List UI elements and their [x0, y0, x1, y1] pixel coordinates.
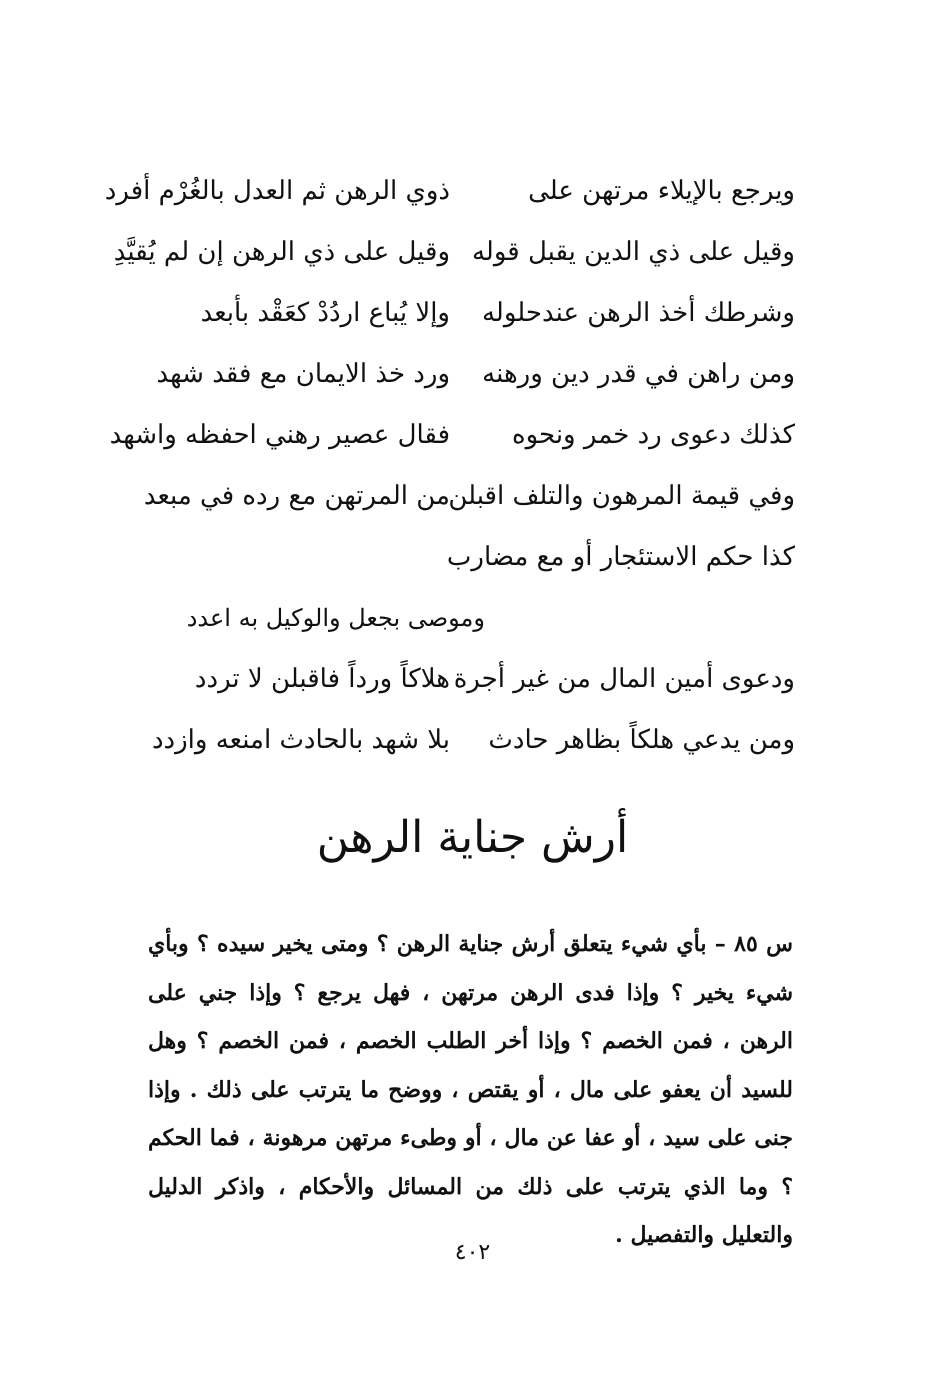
- poem-verse: [109, 404, 795, 465]
- verse-first-hemistich: ودعوى أمين المال من غير أجرة: [453, 663, 795, 694]
- verse-second-hemistich: بلا شهد بالحادث امنعه وازدد: [151, 724, 450, 755]
- poem-line: [140, 587, 795, 648]
- verse-second-hemistich: وقيل على ذي الرهن إن لم يُقيَّدِ: [113, 236, 450, 267]
- poem-line-text: كذا حكم الاستئجار أو مع مضارب: [446, 541, 795, 572]
- verse-second-hemistich: من المرتهن مع رده في مبعد: [143, 480, 450, 511]
- question-paragraph: س ٨٥ – بأي شيء يتعلق أرش جناية الرهن ؟ ومتى يخير سيده ؟ وبأي شيء يخير ؟ وإذا فدى الرهن مرتهن ، فهل يرجع ؟ وإذا جني على الرهن ، فمن الخصم ؟ وإذا أخر الطلب الخصم ، فمن الخصم ؟ وهل للسيد أن يعفو على مال ، أو يقتص ، ووضح ما يترتب على ذلك . وإذا جنى على سيد ، أو عفا عن مال ، أو وطىء مرتهن مرهونة ، فما الحكم ؟ وما الذي يترتب على ذلك من المسائل والأحكام ، واذكر الدليل والتعليل والتفصيل .: [148, 931, 794, 1248]
- poem-verse: [140, 465, 795, 526]
- page-number: ٤٠٢: [454, 1240, 491, 1265]
- verse-second-hemistich: ورد خذ الايمان مع فقد شهد: [156, 358, 450, 389]
- poem-line: [140, 526, 795, 587]
- poem-verse: [104, 160, 795, 221]
- poem-verse: [140, 282, 795, 343]
- verse-second-hemistich: ذوي الرهن ثم العدل بالغُرْم أفرد: [104, 175, 450, 206]
- poem-block: [104, 160, 795, 770]
- verse-first-hemistich: ومن يدعي هلكاً بظاهر حادث: [488, 724, 795, 755]
- verse-first-hemistich: ومن راهن في قدر دين ورهنه: [482, 358, 795, 389]
- verse-first-hemistich: وفي قيمة المرهون والتلف اقبلن: [448, 480, 795, 511]
- poem-verse: [140, 709, 795, 770]
- section-title: أرش جناية الرهن: [316, 812, 629, 863]
- verse-first-hemistich: وشرطك أخذ الرهن عندحلوله: [481, 297, 795, 328]
- poem-verse: [140, 343, 795, 404]
- verse-second-hemistich: وإلا يُباع اردُدْ كعَقْد بأبعد: [200, 297, 450, 328]
- verse-second-hemistich: فقال عصير رهني احفظه واشهد: [109, 419, 450, 450]
- poem-verse: [113, 221, 795, 282]
- verse-second-hemistich: هلاكاً ورداً فاقبلن لا تردد: [194, 663, 450, 694]
- verse-first-hemistich: وقيل على ذي الدين يقبل قوله: [471, 236, 795, 267]
- poem-line-text: وموصى بجعل والوكيل به اعدد: [186, 603, 485, 632]
- poem-verse: [140, 648, 795, 709]
- verse-first-hemistich: كذلك دعوى رد خمر ونحوه: [511, 419, 795, 450]
- verse-first-hemistich: ويرجع بالإيلاء مرتهن على: [528, 175, 795, 206]
